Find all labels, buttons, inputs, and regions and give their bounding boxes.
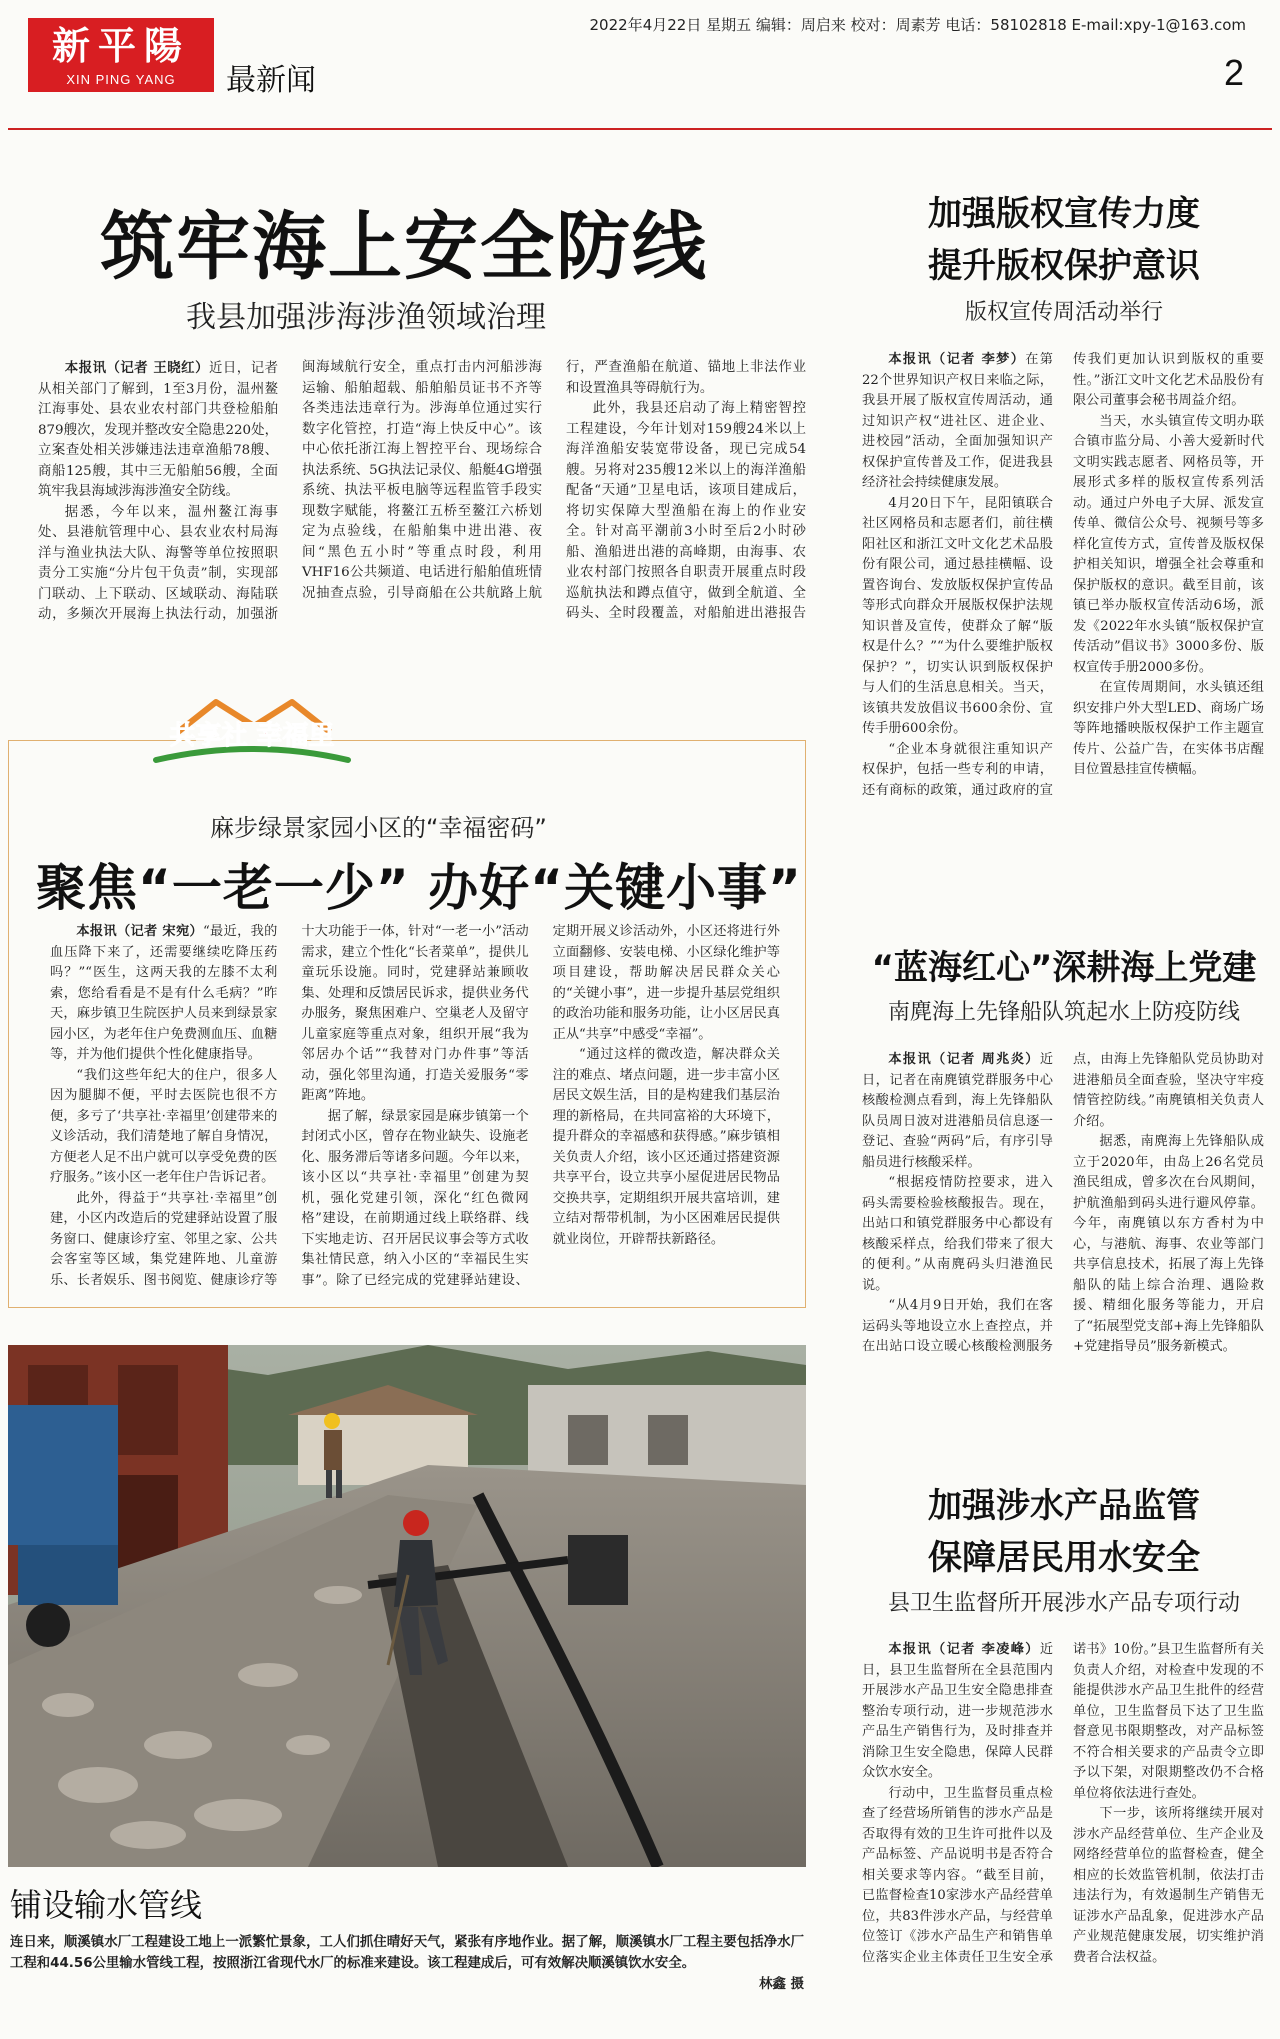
article3-paragraph: 本报讯（记者 李梦）在第22个世界知识产权日来临之际，我县开展了版权宣传周活动，通过知识产权“进社区、进企业、进校园”活动，全面加强知识产权保护宣传普及工作，促进我县经济社会持续健康发展。 bbox=[862, 352, 1053, 490]
article5-paragraph: 下一步，该所将继续开展对涉水产品经营单位、生产企业及网络经营单位的监督检查，健全相应的长效监管机制，依法打击违法行为，有效遏制生产销售无证涉水产品乱象，促进涉水产品产业规范健康发展，切实维护消费者合法权益。 bbox=[1073, 1806, 1264, 1965]
article5-paragraph: 本报讯（记者 李凌峰）近日，县卫生监督所在全县范围内开展涉水产品卫生安全隐患排查整治专项行动，进一步规范涉水产品生产销售行为，及时排查并消除卫生安全隐患，保障人民群众饮水安全。 bbox=[862, 1642, 1053, 1780]
article4-paragraph: 据悉，南麂海上先锋船队成立于2020年，由岛上26名党员渔民组成，曾多次在台风期间，护航渔船到码头进行避风停靠。今年，南麂镇以东方香村为中心，与港航、海事、农业等部门共享信息技术，拓展了海上先锋船队的陆上综合治理、遇险救援、精细化服务等能力，开启了“拓展型党支部+海上先锋船队+党建指导员”服务新模式。 bbox=[1073, 1134, 1264, 1354]
article3-body bbox=[862, 350, 1264, 852]
article3-headline-line1: 加强版权宣传力度 bbox=[928, 194, 1200, 234]
article1-headline: 筑牢海上安全防线 bbox=[100, 204, 708, 290]
article4-paragraph: “从4月9日开始，我们在客运码头等地设立水上查控点，并在出站口设立暖心核酸检测服务点，由海上先锋船队党员协助对进港船员全面查验，坚决守牢疫情管控防线。”南麂镇相关负责人介绍。 bbox=[862, 1052, 1264, 1354]
logo-text: 共享社 幸福里 bbox=[169, 721, 335, 751]
article1-paragraph: 此外，我县还启动了海上精密智控工程建设，今年计划对159艘24米以上海洋渔船安装宽带设备，现已完成54艘。另将对235艘12米以上的海洋渔船配备“天通”卫星电话，该项目建成后，将切实保障大型渔船在海上的作业安全。针对高平潮前3小时至后2小时砂船、渔船进出港的高峰期，由海事、农业农村部门按照各自职责开展重点时段巡航执法和蹲点值守，做到全航道、全码头、全时段覆盖，对船舶进出港报告 bbox=[566, 401, 806, 621]
photo-caption-text: 连日来，顺溪镇水厂工程建设工地上一派繁忙景象，工人们抓住晴好天气，紧张有序地作业。据了解，顺溪镇水厂工程主要包括净水厂工程和44.56公里输水管线工程，按照浙江省现代水厂的标准来建设。该工程建成后，可有效解决顺溪镇饮水安全。 bbox=[10, 1935, 804, 1971]
article3-paragraph: 4月20日下午，昆阳镇联合社区网格员和志愿者们，前往横阳社区和浙江文叶文化艺术品股份有限公司，通过悬挂横幅、设置咨询台、发放版权保护宣传品等形式向群众开展版权保护法规知识普及宣传，使群众了解“版权是什么？”“为什么要维护版权保护？”，切实认识到版权保护与人们的生活息息相关。当天，该镇共发放倡议书600余份、宣传手册600余份。 bbox=[862, 495, 1053, 736]
photo-credit: 林鑫 摄 bbox=[759, 1977, 804, 1992]
article5-body bbox=[862, 1640, 1264, 2032]
section-title: 最新闻 bbox=[226, 63, 316, 98]
article2-paragraph: 本报讯（记者 宋宛）“最近，我的血压降下来了，还需要继续吃降压药吗？”“医生，这两天我的左膝不太利索，您给看看是不是有什么毛病？”昨天，麻步镇卫生院医护人员来到绿景家园小区，为老年住户免费测血压、血糖等，并为他们提供个性化健康指导。 bbox=[50, 924, 278, 1062]
article3-paragraph: “企业本身就很注重知识产权保护，包括一些专利的申请，还有商标的政策，通过政府的宣传我们更加认识到版权的重要性。”浙江文叶文化艺术品股份有限公司董事会秘书周益介绍。 bbox=[862, 352, 1264, 798]
photo-caption bbox=[10, 1932, 804, 1995]
article3-paragraph: 当天，水头镇宣传文明办联合镇市监分局、小善大爱新时代文明实践志愿者、网格员等，开展形式多样的版权宣传系列活动。通过户外电子大屏、派发宣传单、微信公众号、视频号等多样化宣传方式，宣传普及版权保护相关知识，增强全社会尊重和保护版权的意识。截至目前，该镇已举办版权宣传活动6场，派发《2022年水头镇“版权保护宣传活动”倡议书》3000多份、版权宣传手册2000多份。 bbox=[1073, 413, 1264, 675]
article5-byline: 本报讯（记者 李凌峰） bbox=[888, 1642, 1040, 1657]
construction-photo bbox=[8, 1345, 806, 1867]
article5-headline-line1: 加强涉水产品监管 bbox=[928, 1486, 1200, 1526]
article3-byline: 本报讯（记者 李梦） bbox=[888, 352, 1026, 367]
article5-headline-line2: 保障居民用水安全 bbox=[928, 1538, 1200, 1578]
article1-subheadline: 我县加强涉海涉渔领域治理 bbox=[186, 300, 546, 335]
logo-english: XIN PING YANG bbox=[66, 72, 176, 87]
article4-subheadline: 南麂海上先锋船队筑起水上防疫防线 bbox=[887, 1000, 1240, 1025]
article1-byline: 本报讯（记者 王晓红） bbox=[64, 360, 209, 376]
article2-byline: 本报讯（记者 宋宛） bbox=[76, 924, 203, 939]
article2-paragraph: 此外，得益于“共享社·幸福里”创建，小区内改造后的党建驿站设置了服务窗口、健康诊疗室、邻里之家、公共会客室等区域，集党建阵地、儿童游乐、长者娱乐、图书阅览、健康诊疗等十大功能于一体，针对“一老一小”活动需求，建立个性化“长者菜单”，提供儿童玩乐设施。同时，党建驿站兼顾收集、处理和反馈居民诉求，提供业务代办服务，聚焦困难户、空巢老人及留守儿童家庭等重点对象，组织开展“我为邻居办个话”“我替对门办件事”等活动，强化邻里沟通，打造关爱服务“零距离”阵地。 bbox=[50, 924, 529, 1288]
article2-kicker: 麻步绿景家园小区的“幸福密码” bbox=[210, 814, 547, 842]
masthead-divider bbox=[8, 128, 1272, 130]
article1-paragraph: 据悉，今年以来，温州鳌江海事处、县港航管理中心、县农业农村局海洋与渔业执法大队、海警等单位按照职责分工实施“分片包干负责”制，实现部门联动、上下联动、区域联动、海陆联动，多频次开展海上执法行动，加强浙闽海域航行安全，重点打击内河船涉海运输、船舶超载、船舶船员证书不齐等各类违法违章行为。涉海单位通过实行数字化管控，打造“海上快反中心”。该中心依托浙江海上智控平台、现场综合执法系统、5G执法记录仪、船艇4G增强系统、执法平板电脑等远程监管手段实现数字赋能，将鳌江五桥至鳌江六桥划定为点验线，在船舶集中进出港、夜间“黑色五小时”等重点时段，利用VHF16公共频道、电话进行船舶值班情况抽查点验，引导商船在公共航路上航行，严查渔船在航道、锚地上非法作业和设置渔具等碍航行为。 bbox=[38, 360, 806, 622]
article4-byline: 本报讯（记者 周兆炎） bbox=[888, 1052, 1040, 1067]
article3-headline-line2: 提升版权保护意识 bbox=[928, 246, 1200, 286]
page-info: 2022年4月22日 星期五 编辑：周启来 校对：周素芳 电话：58102818 E-mail:xpy-1@163.com bbox=[589, 16, 1246, 34]
article5-subheadline: 县卫生监督所开展涉水产品专项行动 bbox=[887, 1591, 1240, 1616]
article4-body bbox=[862, 1050, 1264, 1418]
article4-headline: “蓝海红心”深耕海上党建 bbox=[871, 948, 1257, 988]
article2-headline: 聚焦“一老一少” 办好“关键小事” bbox=[36, 859, 802, 917]
article3-paragraph: 在宣传周期间，水头镇还组织安排户外大型LED、商场广场等阵地播映版权保护工作主题宣传片、公益广告，在实体书店醒目位置悬挂宣传横幅。 bbox=[1073, 680, 1264, 777]
article5-paragraph: 行动中，卫生监督员重点检查了经营场所销售的涉水产品是否取得有效的卫生许可批件以及产品标签、产品说明书是否符合相关要求等内容。“截至目前，已监督检查10家涉水产品经营单位，共83件涉水产品，与经营单位签订《涉水产品生产和销售单位落实企业主体责任卫生安全承诺书》10份。”县卫生监督所有关负责人介绍，对检查中发现的不能提供涉水产品卫生批件的经营单位，卫生监督员下达了卫生监督意见书限期整改，对产品标签不符合相关要求的产品责令立即予以下架，对限期整改仍不合格单位将依法进行查处。 bbox=[862, 1642, 1264, 1965]
masthead-logo bbox=[28, 18, 214, 92]
article4-paragraph: 本报讯（记者 周兆炎）近日，记者在南麂镇党群服务中心核酸检测点看到，海上先锋船队队员周日波对进港船员信息逐一登记、查验“两码”后，有序引导船员进行核酸采样。 bbox=[862, 1052, 1053, 1170]
gongxiangshe-logo bbox=[138, 694, 366, 772]
article3-headline bbox=[864, 188, 1264, 292]
article2-paragraph: “我们这些年纪大的住户，很多人因为腿脚不便，平时去医院也很不方便，多亏了‘共享社·幸福里’创建带来的义诊活动，我们清楚地了解自身情况，方便老人足不出户就可以享受免费的医疗服务。”该小区一老年住户告诉记者。 bbox=[50, 1067, 278, 1185]
article5-headline bbox=[864, 1480, 1264, 1584]
page-number: 2 bbox=[1223, 52, 1244, 93]
article2-paragraph: 据了解，绿景家园是麻步镇第一个封闭式小区，曾存在物业缺失、设施老化、服务滞后等诸多问题。今年以来，该小区以“共享社·幸福里”创建为契机，强化党建引领，深化“红色微网格”建设，在前期通过线上联络群、线下实地走访、召开居民议事会等方式收集社情民意，纳入小区的“幸福民生实事”。除了已经完成的党建驿站建设、定期开展义诊活动外，小区还将进行外立面翻修、安装电梯、小区绿化维护等项目建设，帮助解决居民群众关心的“关键小事”，进一步提升基层党组织的政治功能和服务功能，让小区居民真正从“共享”中感受“幸福”。 bbox=[301, 924, 780, 1288]
article3-subheadline: 版权宣传周活动举行 bbox=[964, 300, 1163, 325]
article4-paragraph: “根据疫情防控要求，进入码头需要检验核酸报告。现在，出站口和镇党群服务中心都设有核酸采样点，给我们带来了很大的便利。”从南麂码头归港渔民说。 bbox=[862, 1175, 1053, 1293]
photo-caption-title: 铺设输水管线 bbox=[10, 1886, 203, 1924]
article2-body bbox=[50, 922, 780, 1294]
article1-body bbox=[38, 358, 806, 642]
article1-paragraph: 本报讯（记者 王晓红）近日，记者从相关部门了解到，1至3月份，温州鳌江海事处、县农业农村部门共登检船舶879艘次，发现并整改安全隐患220处，立案查处相关涉嫌违法违章渔船78艘、商船125艘，其中三无船舶56艘，全面筑牢我县海域涉海涉渔安全防线。 bbox=[38, 360, 278, 499]
article2-paragraph: “通过这样的微改造，解决群众关注的难点、堵点问题，进一步丰富小区居民文娱生活，目的是构建我们基层治理的新格局，在共同富裕的大环境下，提升群众的幸福感和获得感。”麻步镇相关负责人介绍，该小区还通过搭建资源共享平台，设立共享小屋促进居民物品交换共享，定期组织开展共富培训，建立结对帮带机制，为小区困难居民提供就业岗位，开辟帮扶新路径。 bbox=[552, 1047, 780, 1247]
logo-chinese: 新平陽 bbox=[51, 23, 190, 68]
